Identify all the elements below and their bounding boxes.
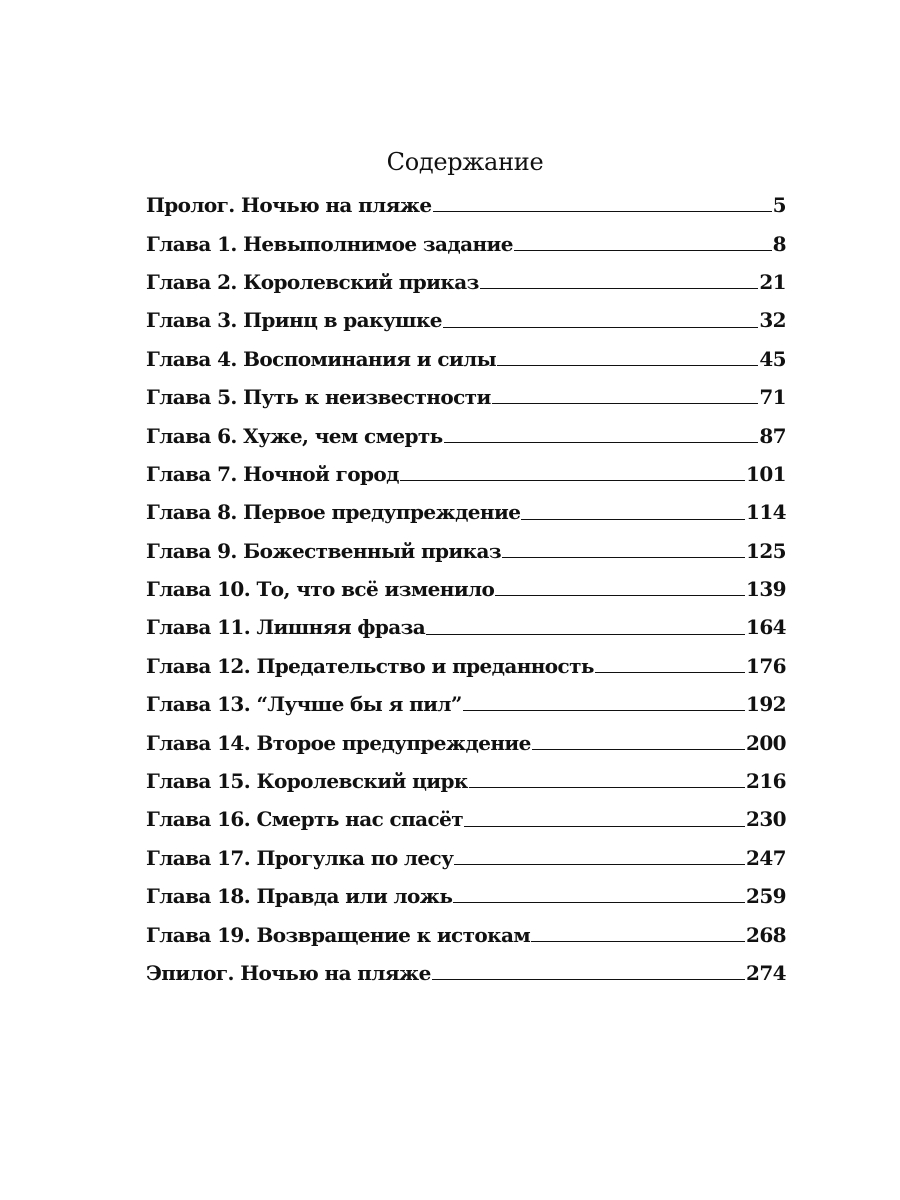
toc-entry-title: Глава 19. Возвращение к истокам [146,922,531,947]
toc-entry-title: Глава 17. Прогулка по лесу [146,845,454,870]
toc-entry [146,493,786,531]
toc-entry-title: Глава 2. Королевский приказ [146,269,479,294]
toc-entry-page-number: 87 [759,423,786,448]
toc-leader-line [464,826,745,827]
toc-entry-page-number: 274 [746,961,786,985]
page-title: Содержание [386,148,544,176]
toc-entry [146,915,786,953]
toc-entry-title: Глава 10. То, что всё изменило [146,577,495,602]
toc-entry-title: Глава 8. Первое предупреждение [146,500,521,525]
toc-leader-line [444,442,759,443]
toc-entry-page-number: 5 [772,193,786,218]
toc-entry-title: Глава 3. Принц в ракушке [146,308,442,333]
toc-entry-title: Пролог. Ночью на пляже [146,193,432,218]
toc-entry-title: Эпилог. Ночью на пляже [146,961,431,985]
toc-entry-page-number: 8 [772,231,786,256]
toc-entry-title: Глава 16. Смерть нас спасёт [146,807,463,832]
toc-entry-title: Глава 6. Хуже, чем смерть [146,423,443,448]
toc-entry-title: Глава 5. Путь к неизвестности [146,385,491,410]
toc-entry [146,647,786,685]
toc-entry-page-number: 176 [746,653,786,678]
toc-entry [146,416,786,454]
toc-leader-line [454,864,745,865]
toc-entry [146,378,786,416]
toc-entry [146,877,786,915]
toc-entry-title: Глава 4. Воспоминания и силы [146,346,497,371]
toc-entry-page-number: 45 [759,346,786,371]
toc-leader-line [433,211,772,212]
toc-entry [146,263,786,301]
toc-entry [146,954,786,992]
toc-entry [146,224,786,262]
toc-entry-page-number: 230 [746,807,786,832]
toc-leader-line [453,902,745,903]
toc-entry [146,532,786,570]
toc-leader-line [432,979,745,980]
toc-leader-line [469,787,745,788]
toc-leader-line [497,365,758,366]
toc-entry-title: Глава 11. Лишняя фраза [146,615,426,640]
toc-leader-line [531,941,745,942]
toc-entry-page-number: 259 [746,884,786,909]
toc-leader-line [514,250,772,251]
toc-entry [146,186,786,224]
toc-entry-page-number: 216 [746,769,786,794]
toc-leader-line [480,288,759,289]
toc-entry-title: Глава 7. Ночной город [146,461,399,486]
toc-entry [146,723,786,761]
toc-entry-page-number: 200 [746,730,786,755]
toc-entry-page-number: 32 [759,308,786,333]
toc-leader-line [443,327,758,328]
toc-entry-title: Глава 13. “Лучше бы я пил” [146,692,462,717]
toc-entry-page-number: 139 [746,577,786,602]
toc-entry-page-number: 125 [746,538,786,563]
toc-entry-page-number: 164 [746,615,786,640]
toc-leader-line [532,749,745,750]
toc-leader-line [521,519,745,520]
toc-entry-page-number: 114 [746,500,786,525]
toc-leader-line [400,480,745,481]
toc-entry-title: Глава 9. Божественный приказ [146,538,502,563]
toc-entry [146,800,786,838]
toc-entry-title: Глава 12. Предательство и преданность [146,653,594,678]
toc-entry-page-number: 268 [746,922,786,947]
toc-entry [146,570,786,608]
toc-entry-page-number: 247 [746,845,786,870]
toc-entry [146,839,786,877]
toc-leader-line [426,634,745,635]
toc-entry [146,685,786,723]
toc-leader-line [502,557,745,558]
table-of-contents [146,186,786,992]
toc-entry-title: Глава 15. Королевский цирк [146,769,468,794]
toc-leader-line [595,672,745,673]
toc-entry [146,608,786,646]
toc-entry-title: Глава 1. Невыполнимое задание [146,231,513,256]
toc-entry-page-number: 101 [746,461,786,486]
toc-entry-title: Глава 18. Правда или ложь [146,884,453,909]
toc-leader-line [463,710,745,711]
toc-leader-line [495,595,745,596]
toc-entry [146,762,786,800]
toc-leader-line [492,403,759,404]
toc-entry [146,340,786,378]
toc-entry-page-number: 71 [759,385,786,410]
toc-entry [146,301,786,339]
toc-entry-page-number: 21 [759,269,786,294]
toc-entry-title: Глава 14. Второе предупреждение [146,730,531,755]
toc-entry-page-number: 192 [746,692,786,717]
toc-entry [146,455,786,493]
